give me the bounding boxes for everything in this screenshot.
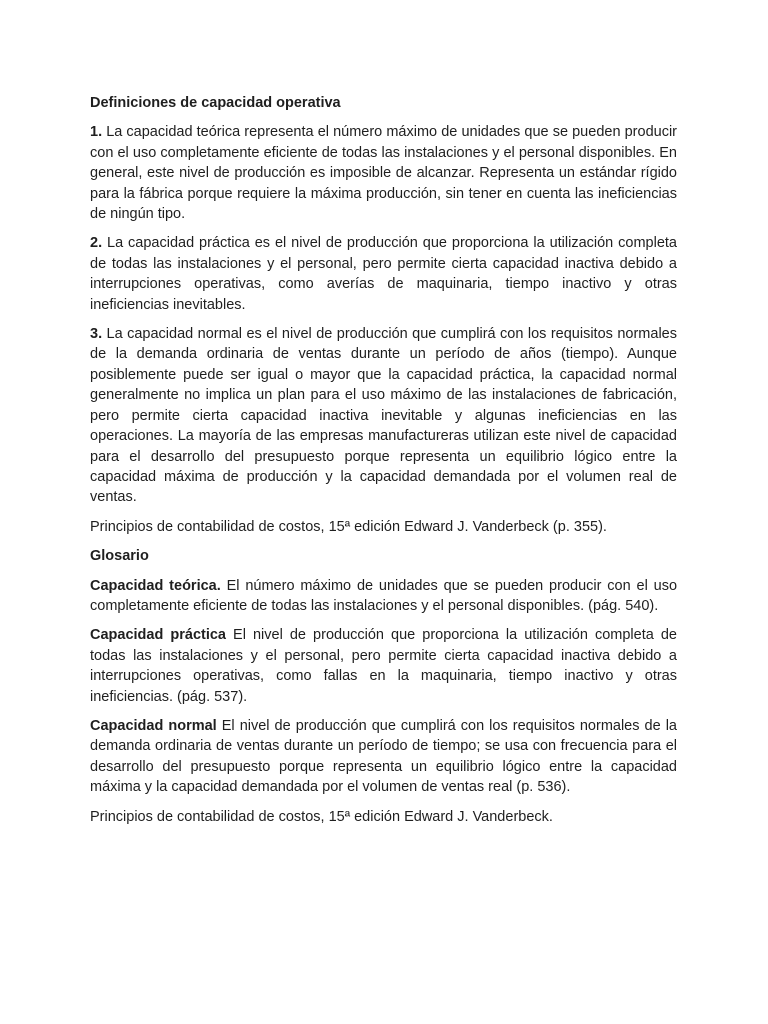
- glossary-term: Capacidad práctica: [90, 627, 226, 644]
- section-title-definiciones: Definiciones de capacidad operativa: [90, 95, 341, 111]
- definition-text: La capacidad práctica es el nivel de producción que proporciona la utilización completa de todas las instalaciones y el personal, pero permite cierta capacidad inactiva debido a interrupciones operativas, como averías de maquinaria, tiempo inactivo y otras ineficiencias inevitables.: [90, 235, 677, 313]
- glossary-definition: El número máximo de unidades que se pueden producir con el uso completamente eficiente de todas las instalaciones y el personal disponibles. (pág. 540).: [90, 577, 678, 614]
- citation: Principios de contabilidad de costos, 15ª edición Edward J. Vanderbeck.: [90, 808, 553, 825]
- definition-number: 1.: [90, 124, 103, 141]
- definition-number: 3.: [90, 326, 103, 343]
- definition-number: 2.: [90, 235, 103, 252]
- glossary-definition: El nivel de producción que proporciona la utilización completa de todas las instalaciones y el personal, pero permite cierta capacidad inactiva debido a interrupciones operativas, como fallas en la maquinaria, tiempo inactivo y otras ineficiencias. (pág. 537).: [90, 627, 677, 705]
- citation: Principios de contabilidad de costos, 15ª edición Edward J. Vanderbeck (p. 355).: [90, 518, 607, 535]
- definition-item: [90, 324, 677, 508]
- definition-text: La capacidad teórica representa el número máximo de unidades que se pueden producir con el uso completamente eficiente de todas las instalaciones y el personal disponibles. En general, este nivel de producción es imposible de alcanzar. Representa un estándar rígido para la fábrica porque requiere la máxima producción, sin tener en cuenta las ineficiencias de ningún tipo.: [90, 124, 677, 223]
- definition-item: [90, 233, 677, 315]
- glossary-entry: [90, 716, 677, 798]
- document-page: [90, 93, 677, 836]
- glossary-term: Capacidad teórica.: [90, 577, 221, 594]
- definition-text: La capacidad normal es el nivel de producción que cumplirá con los requisitos normales de la demanda ordinaria de ventas durante un período de años (tiempo). Aunque posiblemente puede ser igual o mayor que la capacidad práctica, la capacidad normal generalmente no implica un plan para el uso máximo de las instalaciones de fabricación, pero permite cierta capacidad inactiva inevitable y algunas ineficiencias en las operaciones. La mayoría de las empresas manufactureras utilizan este nivel de capacidad para el desarrollo del presupuesto porque representa un equilibrio lógico entre la capacidad máxima de producción y la capacidad demandada por el volumen real de ventas.: [90, 326, 677, 506]
- definition-item: [90, 122, 677, 224]
- glossary-entry: [90, 625, 677, 707]
- section-title-glosario: Glosario: [90, 548, 149, 565]
- glossary-term: Capacidad normal: [90, 717, 217, 734]
- glossary-definition: El nivel de producción que cumplirá con los requisitos normales de la demanda ordinaria de ventas durante un período de tiempo; se usa con frecuencia para el desarrollo del presupuesto porque representa un equilibrio lógico entre la capacidad máxima y la capacidad demandada por el volumen de ventas real (p. 536).: [90, 717, 677, 796]
- glossary-entry: [90, 576, 677, 617]
